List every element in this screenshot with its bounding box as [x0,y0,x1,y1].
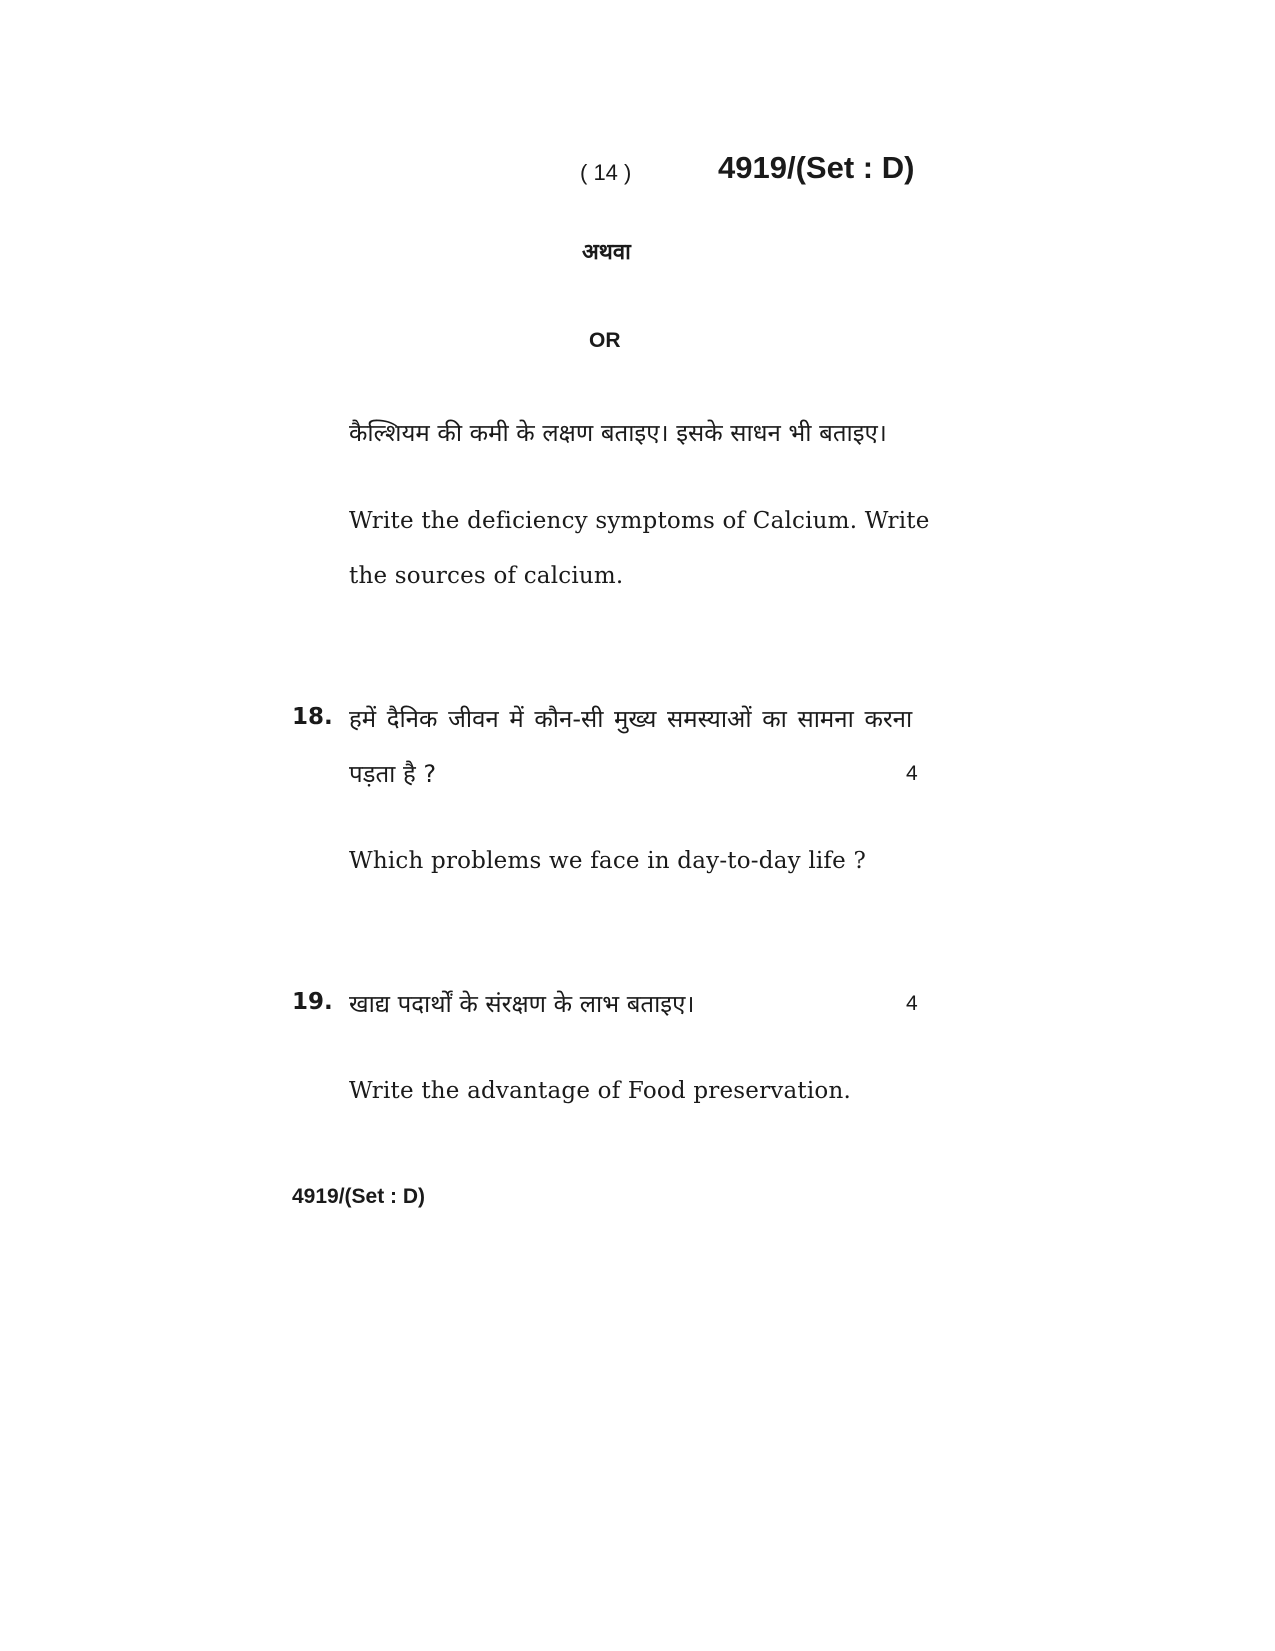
alt-question-hindi: कैल्शियम की कमी के लक्षण बताइए। इसके साधन भी बताइए। [349,419,887,447]
or-separator-hindi: अथवा [582,240,631,265]
alt-question-english-line2: the sources of calcium. [349,563,624,589]
question-18-hindi-line2: पड़ता है ? [349,760,437,788]
paper-code-footer: 4919/(Set : D) [292,1185,426,1208]
question-18-hindi-line1: हमें दैनिक जीवन में कौन-सी मुख्य समस्याओं का सामना करना [349,705,913,733]
question-19-english: Write the advantage of Food preservation. [349,1078,851,1104]
or-separator-english: OR [589,329,621,352]
question-18-english: Which problems we face in day-to-day life ? [349,848,866,874]
paper-code-header: 4919/(Set : D) [718,150,915,185]
alt-question-english-line1: Write the deficiency symptoms of Calcium. Write [349,508,930,534]
question-19-marks: 4 [906,992,918,1015]
question-19-hindi: खाद्य पदार्थों के संरक्षण के लाभ बताइए। [349,990,695,1018]
question-18-number: 18. [292,704,333,730]
page-number: ( 14 ) [580,160,632,185]
question-18-marks: 4 [906,762,918,785]
question-19-number: 19. [292,989,333,1015]
